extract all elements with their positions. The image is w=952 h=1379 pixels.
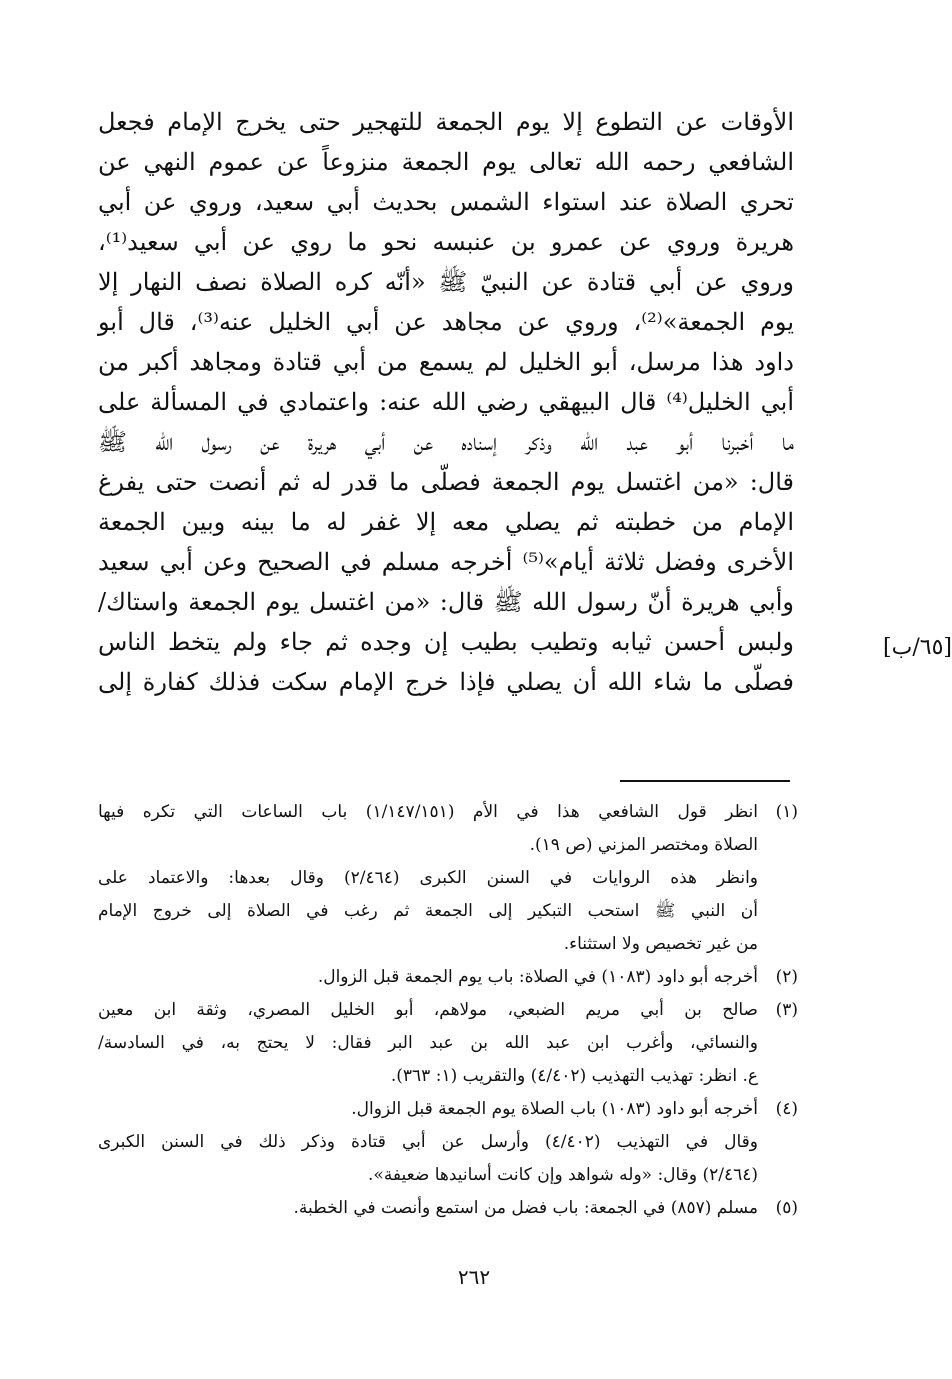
footnote-line: أخرجه أبو داود (١٠٨٣) باب الصلاة يوم الجمعة قبل الزوال.: [351, 1099, 758, 1119]
footnote-line: وقال في التهذيب (٤/٤٠٢) وأرسل عن أبي قتادة وذكر ذلك في السنن الكبرى: [98, 1132, 758, 1152]
footnote-number: (٤): [775, 1099, 798, 1119]
text-line: قال: «من اغتسل يوم الجمعة فصلّى ما قدر له ثم أنصت حتى يفرغ: [98, 468, 794, 496]
footnote-number: (٣): [775, 1000, 798, 1020]
text-line: أبي الخليل⁽⁴⁾ قال البيهقي رضي الله عنه: واعتمادي في المسألة على: [98, 388, 794, 416]
footnote-line: والنسائي، وأغرب ابن عبد الله بن عبد البر فقال: لا يحتج به، في السادسة/: [98, 1033, 758, 1053]
footnote-line: مسلم (٨٥٧) في الجمعة: باب فضل من استمع وأنصت في الخطبة.: [293, 1198, 758, 1218]
footnote-3: [98, 994, 798, 1093]
text-line: الأوقات عن التطوع إلا يوم الجمعة للتهجير حتى يخرج الإمام فجعل: [98, 108, 794, 136]
text-line: وأبي هريرة أنّ رسول الله ﷺ قال: «من اغتسل يوم الجمعة واستاك/: [98, 588, 794, 616]
main-text: [98, 102, 794, 702]
footnote-2: [98, 961, 798, 994]
footnote-line: صالح بن أبي مريم الضبعي، مولاهم، أبو الخليل المصري، وثقة ابن معين: [98, 1000, 758, 1020]
footnote-line: أخرجه أبو داود (١٠٨٣) في الصلاة: باب يوم الجمعة قبل الزوال.: [317, 967, 758, 987]
footnotes: [98, 796, 798, 1225]
text-line: الأخرى وفضل ثلاثة أيام»⁽⁵⁾ أخرجه مسلم في الصحيح وعن أبي سعيد: [98, 548, 794, 576]
page-number: ٢٦٢: [457, 1265, 491, 1289]
footnote-number: (٢): [775, 967, 798, 987]
footnote-5: [98, 1192, 798, 1225]
text-line: داود هذا مرسل، أبو الخليل لم يسمع من أبي قتادة ومجاهد أكبر من: [98, 348, 794, 376]
footnote-number: (١): [775, 802, 798, 822]
footnote-4: [98, 1093, 798, 1192]
footnote-line: الصلاة ومختصر المزني (ص ١٩).: [529, 835, 758, 855]
text-line: وروي عن أبي قتادة عن النبيّ ﷺ «أنّه كره الصلاة نصف النهار إلا: [98, 268, 794, 296]
footnote-separator: [620, 780, 790, 782]
text-line: الإمام من خطبته ثم يصلي معه إلا غفر له ما بينه وبين الجمعة: [98, 508, 794, 536]
text-line: تحري الصلاة عند استواء الشمس بحديث أبي سعيد، وروي عن أبي: [98, 188, 794, 216]
footnote-1: [98, 796, 798, 961]
margin-folio-reference: [٦٥/ب]: [883, 635, 952, 660]
text-line: الشافعي رحمه الله تعالى يوم الجمعة منزوعاً عن عموم النهي عن: [98, 148, 794, 176]
text-line: هريرة وروي عن عمرو بن عنبسه نحو ما روي عن أبي سعيد⁽¹⁾،: [98, 228, 794, 256]
footnote-line: أن النبي ﷺ استحب التبكير إلى الجمعة ثم رغب في الصلاة إلى خروج الإمام: [98, 901, 758, 921]
footnote-line: من غير تخصيص ولا استثناء.: [563, 934, 758, 954]
text-line: ما أخبرنا أبو عبد الله وذكر إسناده عن أبي هريرة عن رسول الله ﷺ: [98, 428, 794, 456]
footnote-line: ع. انظر: تهذيب التهذيب (٤/٤٠٢) والتقريب (١: ٣٦٣).: [390, 1066, 758, 1086]
text-line: يوم الجمعة»⁽²⁾، وروي عن مجاهد عن أبي الخليل عنه⁽³⁾، قال أبو: [98, 308, 795, 336]
footnote-line: وانظر هذه الروايات في السنن الكبرى (٢/٤٦٤) وقال بعدها: والاعتماد على: [98, 868, 759, 888]
text-line: فصلّى ما شاء الله أن يصلي فإذا خرج الإمام سكت فذلك كفارة إلى: [98, 668, 794, 696]
footnote-line: انظر قول الشافعي هذا في الأم (١/١٤٧/١٥١) باب الساعات التي تكره فيها: [98, 802, 758, 822]
text-line: ولبس أحسن ثيابه وتطيب بطيب إن وجده ثم جاء ولم يتخط الناس: [98, 628, 794, 656]
footnote-line: (٢/٤٦٤) وقال: «وله شواهد وإن كانت أسانيدها ضعيفة».: [368, 1165, 758, 1185]
footnote-number: (٥): [775, 1198, 798, 1218]
